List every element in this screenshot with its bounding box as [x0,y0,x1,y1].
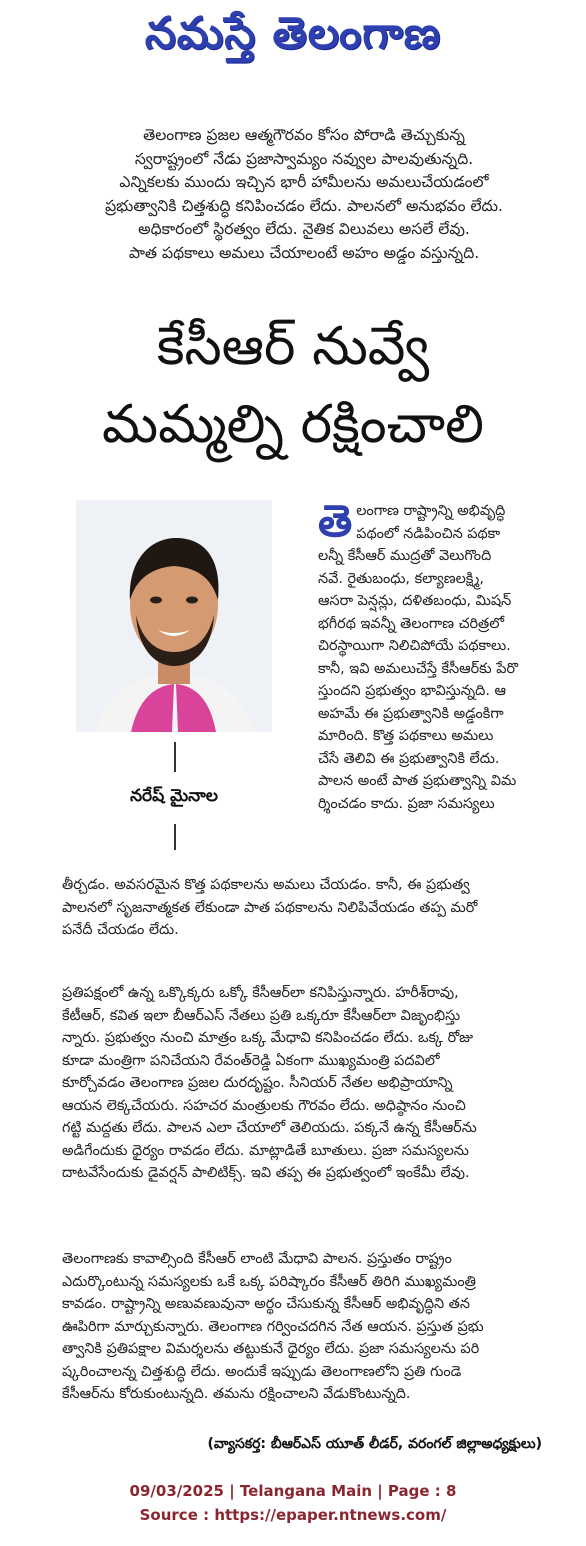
body-line: కూర్చోవడం తెలంగాణ ప్రజల దురదృష్టం. సీనియర్ నేతల అభిప్రాయాన్ని [62,1075,453,1091]
author-photo [76,500,272,732]
headline-line-1: కేసీఆర్ నువ్వే [156,316,430,377]
divider-line [174,742,176,772]
author-name: నరేష్ మైనాల [130,786,218,806]
body-line: త్వానికి ప్రతిపక్షాల విమర్శలను తట్టుకునే ధైర్యం లేదు. ప్రజా సమస్యలను పరి [62,1341,480,1357]
intro-line: అధికారంలో స్థిరత్వం లేదు. నైతిక విలువలు అసలే లేవు. [138,220,470,238]
intro-line: పాత పథకాలు అమలు చేయాలంటే అహం అడ్డం వస్తున్నది. [128,243,480,262]
intro-summary [84,124,524,265]
body-line: గట్టి మద్దతు లేదు. పాలన ఎలా చేయాలో తెలియదు. పక్కనే ఉన్న కేసీఆర్‌ను [62,1120,477,1136]
footer-source-link[interactable]: Source : https://epaper.ntnews.com/ [139,1506,447,1524]
column-line: భగీరథ ఇవన్నీ తెలంగాణ చరిత్రలో [318,615,505,632]
body-line: ఆయన లెక్కచేయరు. సహచర మంత్రులకు గౌరవం లేదు. అధిష్ఠానం నుంచి [62,1097,466,1114]
paragraph-1-tail [62,874,542,942]
column-line: స్తుందని ప్రభుత్వం భావిస్తున్నది. ఆ [318,683,506,699]
body-line: కావడం. రాష్ట్రాన్ని అణువణువునా అర్థం చేసుకున్న కేసీఆర్ అభివృద్ధిని తన [62,1296,470,1312]
intro-line: ఎన్నికలకు ముందు ఇచ్చిన భారీ హామీలను అమలుచేయడంలో [119,173,489,191]
body-line: అడిగేందుకు ధైర్యం రావడం లేదు. మాట్లాడితే బూతులు. ప్రజా సమస్యలను [62,1142,469,1159]
article-headline [0,308,586,464]
column-line: లన్నీ కేసీఆర్ ముద్రతో వెలుగొంది [318,548,492,564]
headline-line-2: మమ్మల్ని రక్షించాలి [102,394,484,455]
body-line: ప్రతిపక్షంలో ఉన్న ఒక్కొక్కరు ఒక్కో కేసీఆర్‌లా కనిపిస్తున్నారు. హరీశ్‌రావు, [62,985,459,1001]
body-line: దాటవేసేందుకు డైవర్షన్ పాలిటిక్స్. ఇవి తప్ప ఈ ప్రభుత్వంలో ఇంకేమీ లేవు. [62,1165,470,1181]
column-line: పాలన అంటే పాత ప్రభుత్వాన్ని విమ [318,773,517,789]
column-line: మారింది. కొత్త పథకాలు అమలు [318,728,494,744]
body-line: ఎదుర్కొంటున్న సమస్యలకు ఒకే ఒక్క పరిష్కారం కేసీఆర్ తిరిగి ముఖ్యమంత్రి [62,1273,476,1290]
body-line: కూడా మంత్రిగా పనిచేయని రేవంత్‌రెడ్డి ఏకంగా ముఖ్యమంత్రి పదవిలో [62,1052,440,1069]
column-line: పథంలో నడిపించిన పథకా [356,525,501,542]
intro-line: స్వరాష్ట్రంలో నేడు ప్రజాస్వామ్యం నవ్వుల పాలవుతున్నది. [134,149,474,168]
body-line: న్నారు. ప్రభుత్వం నుంచి మాత్రం ఒక్క మేధావి కనిపించడం లేదు. ఒక్క రోజు [62,1030,474,1046]
intro-line: తెలంగాణ ప్రజల ఆత్మగౌరవం కోసం పోరాడి తెచ్చుకున్న [143,126,465,144]
masthead-logo: నమస్తే తెలంగాణ [144,8,442,59]
paragraph-2 [62,982,542,1185]
body-line: ష్కరించాలన్న చిత్తశుద్ధి లేదు. అందుకే ఇప్పుడు తెలంగాణలోని ప్రతి గుండె [62,1363,462,1380]
author-byline: (వ్యాసకర్త: బీఆర్‌ఎస్ యూత్ లీడర్, వరంగల్ జిల్లాఅధ్యక్షులు) [207,1436,542,1452]
body-line: పనేదీ చేయడం లేదు. [62,922,179,938]
body-line: కేసీఆర్‌ను కోరుకుంటున్నది. తమను రక్షించాలని వేడుకొంటున్నది. [62,1386,411,1402]
column-line: ర్శించడం కాదు. ప్రజా సమస్యలు [318,795,495,812]
article-column [318,496,536,815]
drop-cap: తె [318,496,353,547]
column-line: చిరస్థాయిగా నిలిచిపోయే పథకాలు. [318,638,511,654]
portrait-illustration [76,500,272,732]
divider-line [174,824,176,850]
intro-line: ప్రభుత్వానికి చిత్తశుద్ధి కనిపించడం లేదు. పాలనలో అనుభవం లేదు. [105,196,503,215]
body-line: ఊపిరిగా మార్చుకున్నారు. తెలంగాణ గర్వించదగిన నేత ఆయన. ప్రస్తుత ప్రభు [62,1318,484,1335]
paragraph-3 [62,1248,542,1406]
column-line: కానీ, ఇవి అమలుచేస్తే కేసీఆర్‌కు పేరొ [318,660,519,677]
footer-date-page: 09/03/2025 | Telangana Main | Page : 8 [129,1482,457,1500]
body-line: తీర్చడం. అవసరమైన కొత్త పథకాలను అమలు చేయడం. కానీ, ఈ ప్రభుత్వ [62,877,470,893]
body-line: కేటీఆర్, కవిత ఇలా బీఆర్‌ఎస్ నేతలు ప్రతి ఒక్కరూ కేసీఆర్‌లా విజృంభిస్తు [62,1007,461,1024]
column-line: లంగాణ రాష్ట్రాన్ని అభివృద్ధి [356,503,506,519]
body-line: తెలంగాణకు కావాల్సింది కేసీఆర్ లాంటి మేధావి పాలన. ప్రస్తుతం రాష్ట్రం [62,1251,452,1267]
column-line: ఆసరా పెన్షన్లు, దళితబంధు, మిషన్ [318,593,512,609]
column-line: అహమే ఈ ప్రభుత్వానికి అడ్డంకిగా [318,705,504,722]
column-line: చేసే తెలివి ఈ ప్రభుత్వానికి లేదు. [318,750,500,767]
column-line: నవే. రైతుబంధు, కల్యాణలక్ష్మి, [318,570,484,587]
body-line: పాలనలో సృజనాత్మకత లేకుండా పాత పథకాలను నిలిపివేయడం తప్ప మరో [62,899,478,916]
